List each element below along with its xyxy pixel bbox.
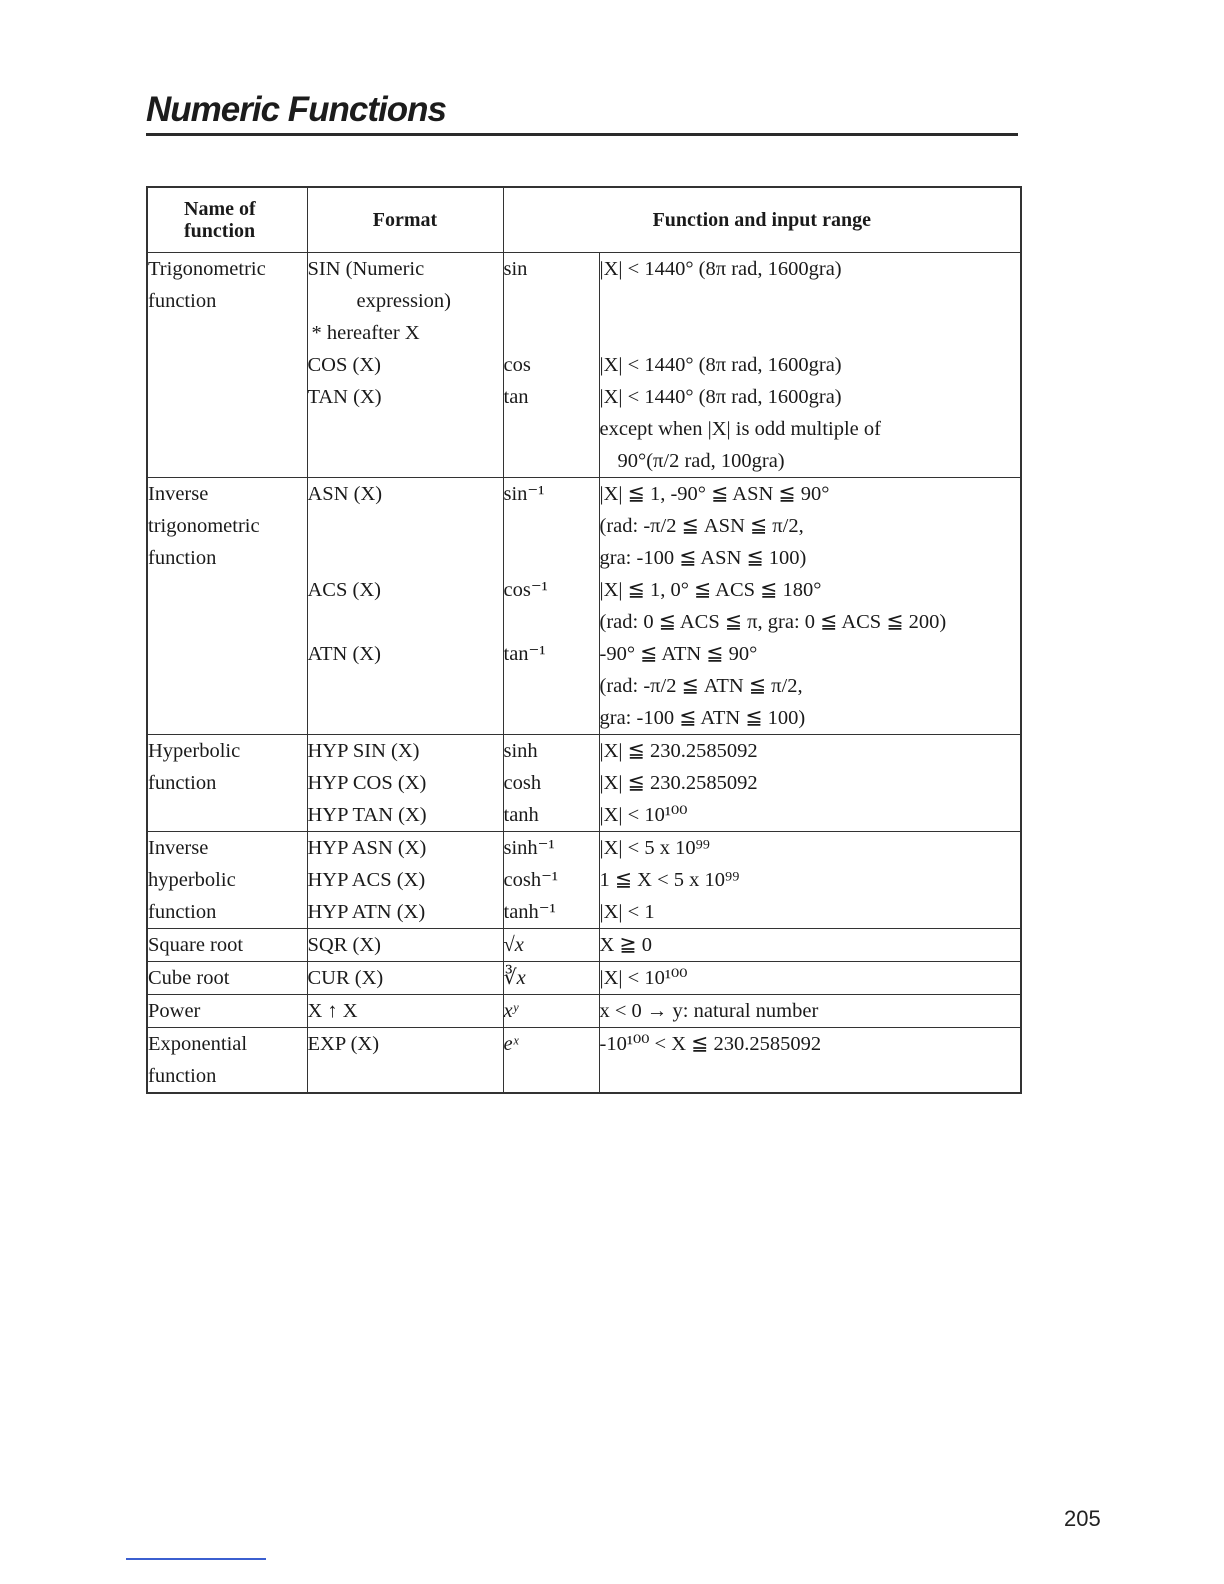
row-range-cell [599,478,1021,735]
header-name-of-function: Name of function [147,187,307,253]
table-row [147,962,1021,995]
row-name-cell [147,253,307,478]
row-name: Cube root [147,962,307,995]
function-symbol: sinh [503,740,538,762]
range-entry: |X| ≦ 1, 0° ≦ ACS ≦ 180° [599,579,822,601]
range-entry: |X| < 1 [599,901,655,923]
format-entry: EXP (X) [307,1028,503,1094]
format-entry: ATN (X) [307,643,381,665]
row-format-cell [307,478,503,735]
row-name: Inverse [148,837,209,859]
format-entry: ASN (X) [307,483,383,505]
row-range-cell [599,253,1021,478]
row-name: hyperbolic [148,869,236,891]
row-name: Power [147,995,307,1028]
header-format: Format [307,187,503,253]
row-name-cell [147,1028,307,1094]
function-symbol: sin⁻¹ [503,483,545,505]
format-entry: * hereafter X [311,322,420,344]
table-row [147,735,1021,832]
format-entry: ACS (X) [307,579,381,601]
row-function-cell [503,735,599,832]
format-entry: SIN (Numeric [307,258,425,280]
range-entry: |X| ≦ 1, -90° ≦ ASN ≦ 90° [599,483,830,505]
range-entry: x < 0 → y: natural number [599,995,1021,1028]
page-number: 205 [1064,1506,1101,1531]
range-entry: (rad: 0 ≦ ACS ≦ π, gra: 0 ≦ ACS ≦ 200) [599,611,947,633]
format-entry: HYP ASN (X) [307,837,427,859]
range-entry: |X| < 10¹⁰⁰ [599,804,688,826]
range-entry: except when |X| is odd multiple of [599,418,881,440]
range-entry: X ≧ 0 [599,929,1021,962]
row-name: Square root [147,929,307,962]
row-format-cell [307,253,503,478]
function-symbol: cosh [503,772,542,794]
function-symbol: sinh⁻¹ [503,837,555,859]
row-name: function [148,901,217,923]
range-entry: |X| < 10¹⁰⁰ [599,962,1021,995]
range-entry: 90°(π/2 rad, 100gra) [617,450,785,472]
function-symbol: xʸ [503,995,599,1028]
range-entry: (rad: -π/2 ≦ ASN ≦ π/2, [599,515,804,537]
range-entry: (rad: -π/2 ≦ ATN ≦ π/2, [599,675,803,697]
row-name: function [148,547,217,569]
format-entry: X ↑ X [307,995,503,1028]
range-entry: gra: -100 ≦ ASN ≦ 100) [599,547,807,569]
row-range-cell [599,832,1021,929]
table-row [147,253,1021,478]
page-title: Numeric Functions [146,90,446,129]
row-name-cell [147,735,307,832]
row-name: Inverse [148,483,209,505]
function-symbol: ∛x [503,962,599,995]
row-range-cell [599,735,1021,832]
function-symbol: tan⁻¹ [503,643,546,665]
header-function-and-range: Function and input range [503,187,1021,253]
row-format-cell [307,832,503,929]
row-name: Hyperbolic [148,740,241,762]
format-entry: expression) [356,290,452,312]
function-symbol: √x [503,929,599,962]
function-symbol: tanh [503,804,539,826]
range-entry: |X| < 1440° (8π rad, 1600gra) [599,386,842,408]
function-symbol: cosh⁻¹ [503,869,559,891]
function-symbol: eˣ [503,1028,599,1094]
row-name: function [148,290,217,312]
row-function-cell [503,253,599,478]
format-entry: HYP COS (X) [307,772,427,794]
range-entry: 1 ≦ X < 5 x 10⁹⁹ [599,869,740,891]
footer-rule [126,1558,266,1560]
range-entry: |X| < 5 x 10⁹⁹ [599,837,710,859]
range-entry: gra: -100 ≦ ATN ≦ 100) [599,707,806,729]
range-entry: |X| ≦ 230.2585092 [599,772,758,794]
range-entry: -10¹⁰⁰ < X ≦ 230.2585092 [599,1028,1021,1094]
title-underline [146,133,1018,136]
table-row [147,929,1021,962]
numeric-functions-table [146,186,1022,1094]
format-entry: HYP ATN (X) [307,901,426,923]
function-symbol: cos [503,354,531,376]
format-entry: CUR (X) [307,962,503,995]
range-entry: |X| ≦ 230.2585092 [599,740,758,762]
row-function-cell [503,478,599,735]
table-row [147,995,1021,1028]
function-symbol: tan [503,386,529,408]
row-name-cell [147,832,307,929]
format-entry: COS (X) [307,354,381,376]
range-entry: |X| < 1440° (8π rad, 1600gra) [599,354,842,376]
row-name: function [148,772,217,794]
format-entry: HYP TAN (X) [307,804,427,826]
function-symbol: sin [503,258,528,280]
range-entry: |X| < 1440° (8π rad, 1600gra) [599,258,842,280]
function-symbol: tanh⁻¹ [503,901,556,923]
function-symbol: cos⁻¹ [503,579,548,601]
table-row [147,832,1021,929]
row-function-cell [503,832,599,929]
row-name: function [148,1065,217,1087]
row-name-cell [147,478,307,735]
table-header-row [147,187,1021,253]
format-entry: HYP ACS (X) [307,869,426,891]
range-entry: -90° ≦ ATN ≦ 90° [599,643,758,665]
format-entry: TAN (X) [307,386,382,408]
row-name: trigonometric [148,515,260,537]
row-name: Exponential [148,1033,248,1055]
format-entry: HYP SIN (X) [307,740,420,762]
row-format-cell [307,735,503,832]
table-row [147,478,1021,735]
format-entry: SQR (X) [307,929,503,962]
table-row [147,1028,1021,1094]
row-name: Trigonometric [148,258,266,280]
